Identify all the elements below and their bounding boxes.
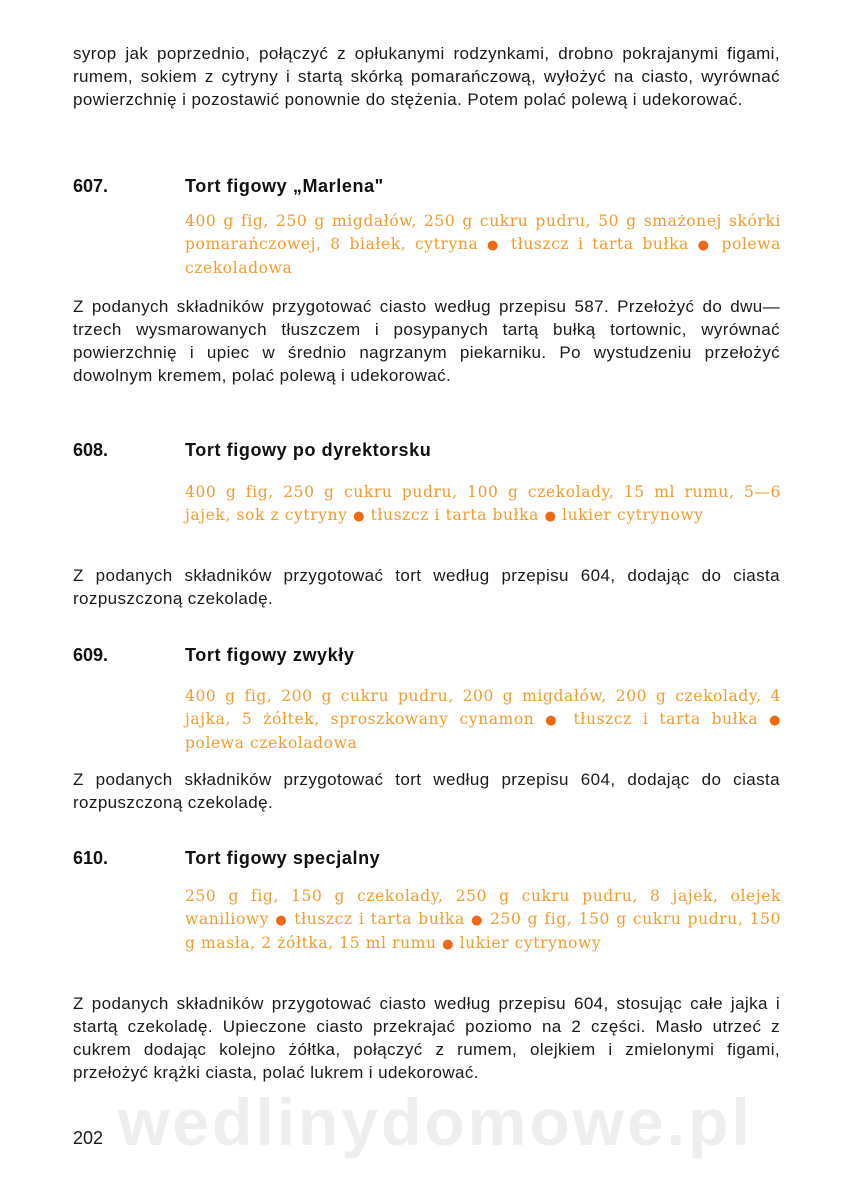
ingredients-610 xyxy=(185,885,781,956)
recipe-title-610: Tort figowy specjalny xyxy=(185,848,381,868)
ingredient-group: 400 g fig, 250 g migdałów, 250 g cukru pudru, 50 g smażonej skórki pomarańczowej, 8 białek, cytryna xyxy=(185,212,781,253)
bullet-icon: ● xyxy=(697,238,713,253)
method-609: Z podanych składników przygotować tort według przepisu 604, dodając do ciasta rozpuszczoną czekoladę. xyxy=(73,770,780,812)
bullet-icon: ● xyxy=(353,509,366,524)
ingredient-group: tłuszcz i tarta bułka xyxy=(573,710,759,728)
bullet-icon: ● xyxy=(769,713,782,728)
ingredients-607 xyxy=(185,210,781,280)
ingredients-609 xyxy=(185,685,781,755)
bullet-icon: ● xyxy=(471,913,484,928)
ingredient-group: tłuszcz i tarta bułka xyxy=(510,235,689,253)
bullet-icon: ● xyxy=(442,937,455,952)
bullet-icon: ● xyxy=(487,238,503,253)
recipe-title-608: Tort figowy po dyrektorsku xyxy=(185,440,432,460)
recipe-number-607: 607. xyxy=(73,176,109,196)
method-607: Z podanych składników przygotować ciasto według przepisu 587. Przełożyć do dwu—trzech wysmarowanych tłuszczem i posypanych tartą bułką tortownic, wyrównać powierzchnię i upiec w średnio nagrzanym piekarniku. Po wystudzeniu przełożyć dowolnym kremem, polać polewą i udekorować. xyxy=(73,297,780,385)
method-610: Z podanych składników przygotować ciasto według przepisu 604, stosując całe jajka i startą czekoladę. Upieczone ciasto przekrajać poziomo na 2 części. Masło utrzeć z cukrem dodając kolejno żółtka, połączyć z rumem, olejkiem i zmielonymi figami, przełożyć krążki ciasta, polać lukrem i udekorować. xyxy=(73,994,780,1082)
ingredient-group: polewa czekoladowa xyxy=(185,734,358,752)
bullet-icon: ● xyxy=(545,713,563,728)
ingredient-group: 250 g fig, 150 g czekolady, 250 g cukru pudru, 8 jajek, olejek waniliowy xyxy=(185,887,781,928)
ingredients-608 xyxy=(185,481,781,528)
recipe-number-608: 608. xyxy=(73,440,109,460)
recipe-title-607: Tort figowy „Marlena" xyxy=(185,176,384,196)
ingredient-group: tłuszcz i tarta bułka xyxy=(294,910,465,928)
recipe-number-610: 610. xyxy=(73,848,109,868)
recipe-title-609: Tort figowy zwykły xyxy=(185,645,355,665)
ingredient-group: lukier cytrynowy xyxy=(562,506,704,524)
ingredient-group: 400 g fig, 250 g cukru pudru, 100 g czekolady, 15 ml rumu, 5—6 jajek, sok z cytryny xyxy=(185,483,781,524)
ingredient-group: polewa czekoladowa xyxy=(185,235,781,277)
method-608: Z podanych składników przygotować tort według przepisu 604, dodając do ciasta rozpuszczoną czekoladę. xyxy=(73,566,780,608)
ingredient-group: lukier cytrynowy xyxy=(459,934,602,952)
recipe-number-609: 609. xyxy=(73,645,109,665)
bullet-icon: ● xyxy=(544,509,557,524)
watermark: wedlinydomowe.pl xyxy=(118,1085,753,1159)
ingredient-group: tłuszcz i tarta bułka xyxy=(370,506,540,524)
intro-paragraph: syrop jak poprzednio, połączyć z opłukanymi rodzynkami, drobno pokrajanymi figami, rumem, sokiem z cytryny i startą skórką pomarańczową, wyłożyć na ciasto, wyrównać powierzchnię i pozostawić ponownie do stężenia. Potem polać polewą i udekorować. xyxy=(73,44,780,109)
bullet-icon: ● xyxy=(275,913,289,928)
ingredient-group: 250 g fig, 150 g cukru pudru, 150 g masła, 2 żółtka, 15 ml rumu xyxy=(185,910,782,952)
page-number: 202 xyxy=(73,1128,104,1148)
ingredient-group: 400 g fig, 200 g cukru pudru, 200 g migdałów, 200 g czekolady, 4 jajka, 5 żółtek, sproszkowany cynamon xyxy=(185,687,781,728)
